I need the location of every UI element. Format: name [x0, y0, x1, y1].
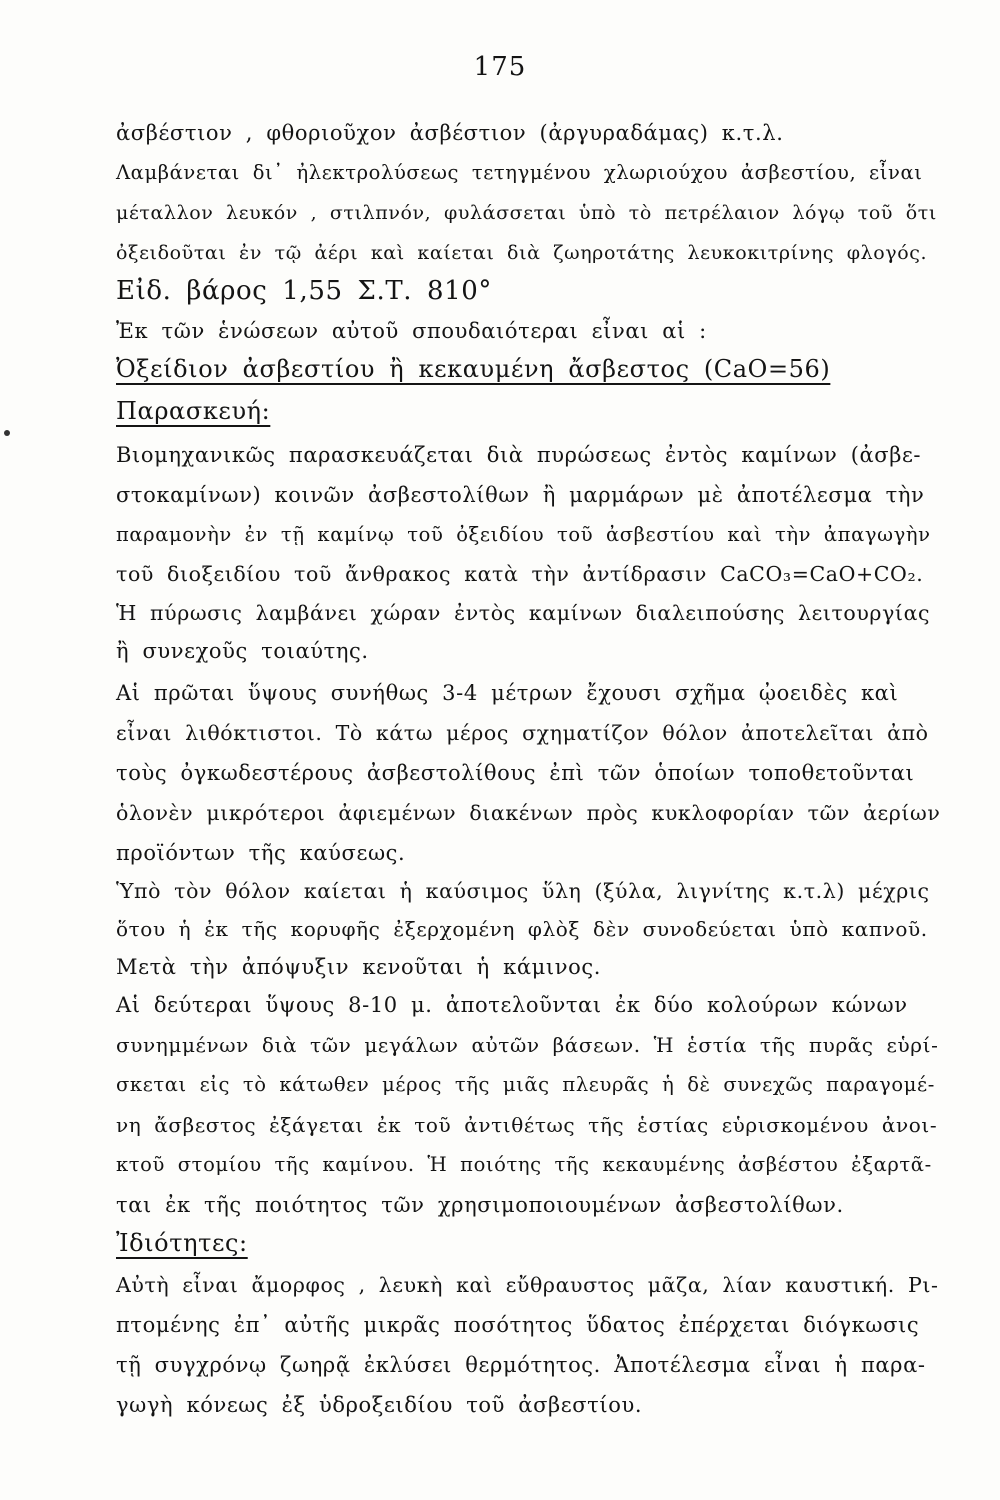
text-line: γωγὴ κόνεως ἐξ ὑδροξειδίου τοῦ ἀσβεστίου. [116, 1393, 643, 1417]
text-line: μέταλλον λευκόν , στιλπνόν, φυλάσσεται ὑπὸ τὸ πετρέλαιον λόγῳ τοῦ ὅτι [116, 202, 937, 224]
text-line: κτοῦ στομίου τῆς καμίνου. Ἡ ποιότης τῆς κεκαυμένης ἀσβέστου ἐξαρτᾶ- [116, 1153, 932, 1176]
reaction-equation-line: τοῦ διοξειδίου τοῦ ἄνθρακος κατὰ τὴν ἀντίδρασιν CaCO₃=CaO+CO₂. [116, 562, 924, 586]
text-line: ἀσβέστιον , φθοριοῦχον ἀσβέστιον (ἀργυραδάμας) κ.τ.λ. [116, 121, 784, 145]
text-line: Ἐκ τῶν ἑνώσεων αὐτοῦ σπουδαιότεραι εἶναι αἱ : [116, 319, 707, 343]
text-line: παραμονὴν ἐν τῇ καμίνῳ τοῦ ὀξειδίου τοῦ ἀσβεστίου καὶ τὴν ἀπαγωγὴν [116, 523, 931, 546]
text-line: πτομένης ἐπ᾽ αὐτῆς μικρᾶς ποσότητος ὕδατος ἐπέρχεται διόγκωσις [116, 1313, 920, 1337]
text-line: Ἡ πύρωσις λαμβάνει χώραν ἐντὸς καμίνων διαλειπούσης λειτουργίας [116, 601, 931, 625]
specific-weight-line: Εἰδ. βάρος 1,55 Σ.Τ. 810° [116, 276, 493, 306]
text-line: Μετὰ τὴν ἀπόψυξιν κενοῦται ἡ κάμινος. [116, 955, 601, 979]
text-line: ὁλονὲν μικρότεροι ἀφιεμένων διακένων πρὸς κυκλοφορίαν τῶν ἀερίων [116, 801, 941, 825]
text-line: στοκαμίνων) κοινῶν ἀσβεστολίθων ἢ μαρμάρων μὲ ἀποτέλεσμα τὴν [116, 483, 925, 507]
text-line: Ὑπὸ τὸν θόλον καίεται ἡ καύσιμος ὕλη (ξύλα, λιγνίτης κ.τ.λ) μέχρις [116, 879, 930, 903]
text-line: εἶναι λιθόκτιστοι. Τὸ κάτω μέρος σχηματίζον θόλον ἀποτελεῖται ἀπὸ [116, 721, 929, 745]
text-line: ται ἐκ τῆς ποιότητος τῶν χρησιμοποιουμένων ἀσβεστολίθων. [116, 1193, 844, 1217]
subheading-properties: Ἰδιότητες: [116, 1229, 248, 1257]
text-line: Αἱ πρῶται ὕψους συνήθως 3-4 μέτρων ἔχουσι σχῆμα ᾠοειδὲς καὶ [116, 681, 899, 705]
text-line: Αἱ δεύτεραι ὕψους 8-10 μ. ἀποτελοῦνται ἐκ δύο κολούρων κώνων [116, 993, 908, 1017]
page-number: 175 [473, 52, 527, 82]
subheading-preparation: Παρασκευή: [116, 397, 271, 425]
text-line: σκεται εἰς τὸ κάτωθεν μέρος τῆς μιᾶς πλευρᾶς ἡ δὲ συνεχῶς παραγομέ- [116, 1073, 935, 1096]
text-line: συνημμένων διὰ τῶν μεγάλων αὐτῶν βάσεων. Ἡ ἑστία τῆς πυρᾶς εὑρί- [116, 1033, 939, 1057]
text-line: τοὺς ὀγκωδεστέρους ἀσβεστολίθους ἐπὶ τῶν ὁποίων τοποθετοῦνται [116, 761, 915, 785]
text-line: ἢ συνεχοῦς τοιαύτης. [116, 639, 369, 663]
text-line: Λαμβάνεται δι᾽ ἠλεκτρολύσεως τετηγμένου χλωριούχου ἀσβεστίου, εἶναι [116, 161, 923, 184]
text-line: ὅτου ἡ ἐκ τῆς κορυφῆς ἐξερχομένη φλὸξ δὲν συνοδεύεται ὑπὸ καπνοῦ. [116, 917, 928, 941]
text-line: Βιομηχανικῶς παρασκευάζεται διὰ πυρώσεως ἐντὸς καμίνων (ἀσβε- [116, 443, 922, 467]
text-line: προϊόντων τῆς καύσεως. [116, 841, 406, 865]
text-line: Αὐτὴ εἶναι ἄμορφος , λευκὴ καὶ εὔθραυστος μᾶζα, λίαν καυστική. Ρι- [116, 1273, 939, 1297]
text-line: τῇ συγχρόνῳ ζωηρᾷ ἐκλύσει θερμότητος. Ἀποτέλεσμα εἶναι ἡ παρα- [116, 1353, 926, 1377]
margin-dot [4, 430, 10, 436]
text-line: νη ἄσβεστος ἐξάγεται ἐκ τοῦ ἀντιθέτως τῆς ἑστίας εὑρισκομένου ἀνοι- [116, 1113, 938, 1137]
text-line: ὀξειδοῦται ἐν τῷ ἀέρι καὶ καίεται διὰ ζωηροτάτης λευκοκιτρίνης φλογός. [116, 242, 928, 264]
section-heading-calcium-oxide: Ὀξείδιον ἀσβεστίου ἢ κεκαυμένη ἄσβεστος (CaO=56) [116, 355, 831, 383]
